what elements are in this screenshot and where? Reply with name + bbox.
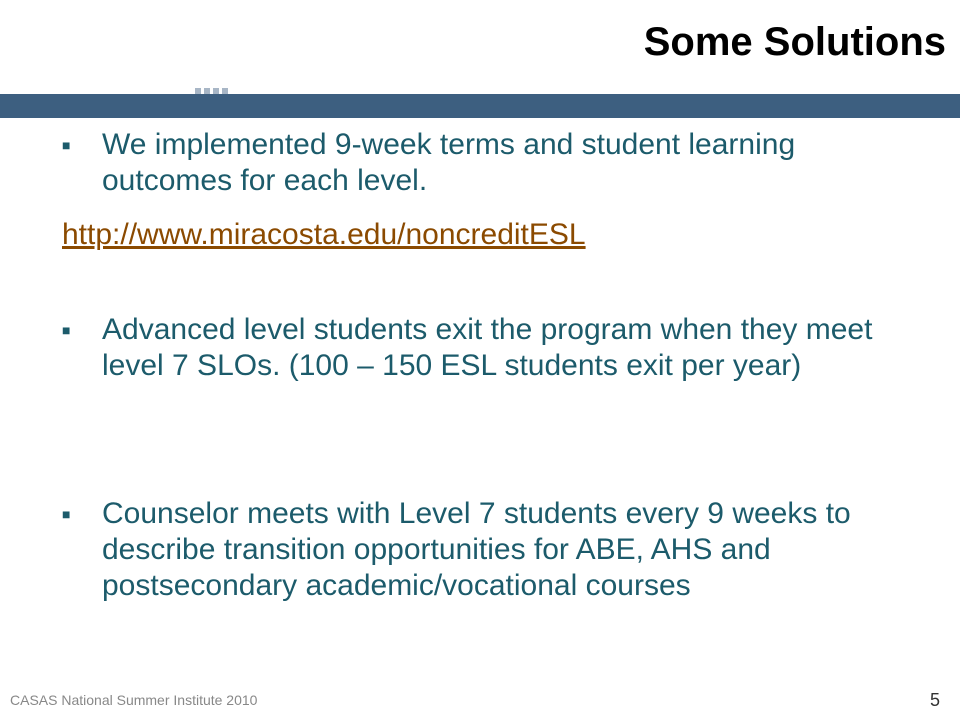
bullet-text: We implemented 9-week terms and student learning outcomes for each level. [102, 128, 796, 197]
bullet-text: Counselor meets with Level 7 students every 9 weeks to describe transition opportunities for ABE, AHS and postsecondary academic/vocational courses [102, 497, 851, 602]
title-bar [0, 94, 960, 118]
bullet-item [62, 127, 922, 199]
square-bullet-icon: ■ [62, 137, 71, 153]
bullet-text: Advanced level students exit the program when they meet level 7 SLOs. (100 – 150 ESL students exit per year) [102, 313, 873, 382]
bullet-item [62, 496, 922, 604]
bullet-item [62, 312, 922, 384]
slide-title: Some Solutions [643, 20, 946, 64]
noncredit-esl-link[interactable]: http://www.miracosta.edu/noncreditESL [62, 218, 586, 251]
footer-text: CASAS National Summer Institute 2010 [10, 692, 258, 708]
square-bullet-icon: ■ [62, 322, 71, 338]
square-bullet-icon: ■ [62, 506, 71, 522]
page-number: 5 [929, 690, 940, 710]
